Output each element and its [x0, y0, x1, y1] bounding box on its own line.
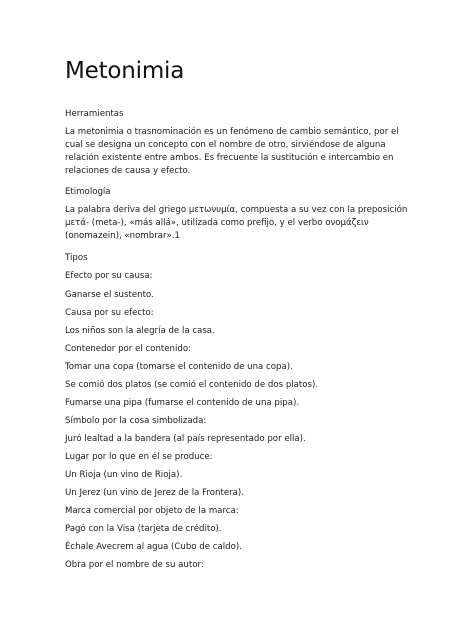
list-item: Pagó con la Visa (tarjeta de crédito).: [65, 524, 222, 534]
list-item: Símbolo por la cosa simbolizada:: [65, 416, 207, 426]
list-item: Efecto por su causa:: [65, 271, 153, 281]
list-item: Juró lealtad a la bandera (al país representado por ella).: [65, 434, 306, 444]
herramientas-paragraph: La metonimia o trasnominación es un fenómeno de cambio semántico, por el cual se designa un concepto con el nombre de otro, sirviéndose de alguna relación existente entre ambos. Es frecuente la sustitución e intercambio en relaciones de causa y efecto.: [65, 127, 399, 176]
list-item: Marca comercial por objeto de la marca:: [65, 506, 239, 516]
list-item: Se comió dos platos (se comió el contenido de dos platos).: [65, 380, 319, 390]
list-item: Un Jerez (un vino de Jerez de la Frontera).: [65, 488, 244, 498]
document-title: Metonimia: [65, 58, 185, 84]
list-item: Un Rioja (un vino de Rioja).: [65, 470, 183, 480]
list-item: Causa por su efecto:: [65, 308, 154, 318]
list-item: Ganarse el sustento.: [65, 290, 154, 300]
list-item: Tomar una copa (tomarse el contenido de una copa).: [65, 362, 293, 372]
tipos-heading: Tipos: [65, 253, 88, 263]
list-item: Los niños son la alegría de la casa.: [65, 326, 215, 336]
list-item: Échale Avecrem al agua (Cubo de caldo).: [65, 542, 242, 552]
list-item: Obra por el nombre de su autor:: [65, 560, 204, 570]
list-item: Contenedor por el contenido:: [65, 344, 191, 354]
herramientas-heading: Herramientas: [65, 109, 124, 119]
etimologia-paragraph: La palabra deriva del griego μετωνυμία, compuesta a su vez con la preposición μετά- (meta-), «más allá», utilizada como prefijo, y el verbo ονομάζειν (onomazein), «nombrar».1: [65, 205, 408, 241]
etimologia-heading: Etimología: [65, 187, 111, 197]
list-item: Lugar por lo que en él se produce:: [65, 452, 213, 462]
list-item: Fumarse una pipa (fumarse el contenido de una pipa).: [65, 398, 300, 408]
